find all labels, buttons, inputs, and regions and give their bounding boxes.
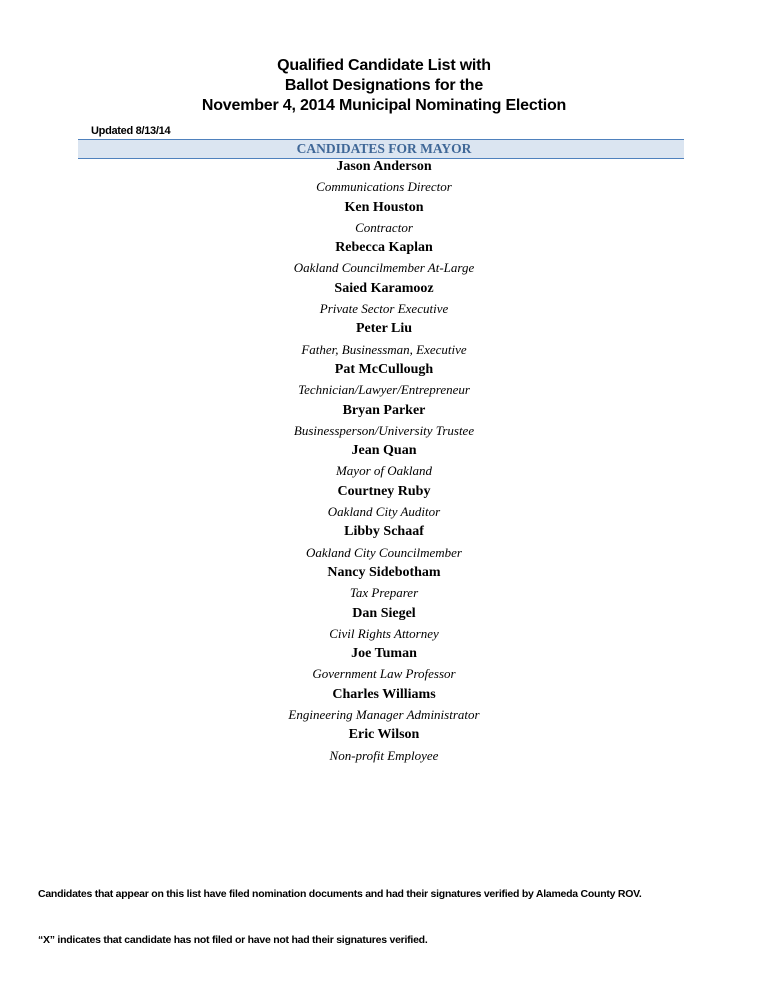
candidate-entry — [0, 401, 768, 442]
candidate-name: Jean Quan — [351, 443, 417, 459]
candidate-list — [0, 157, 768, 766]
candidate-entry — [0, 604, 768, 645]
section-header-band — [78, 139, 684, 159]
candidate-name: Bryan Parker — [342, 402, 426, 418]
candidate-name: Eric Wilson — [348, 727, 420, 743]
ballot-designation: Oakland City Councilmember — [306, 544, 462, 560]
ballot-designation: Contractor — [355, 219, 413, 235]
candidate-name: Rebecca Kaplan — [335, 240, 433, 256]
document-title-line-1: Qualified Candidate List with — [277, 57, 491, 74]
candidate-name: Pat McCullough — [334, 361, 434, 377]
updated-date: Updated 8/13/14 — [91, 125, 171, 137]
candidate-entry — [0, 238, 768, 279]
ballot-designation: Government Law Professor — [312, 666, 456, 682]
candidate-entry — [0, 441, 768, 482]
ballot-designation: Communications Director — [316, 179, 452, 195]
section-heading: CANDIDATES FOR MAYOR — [296, 141, 472, 156]
candidate-name: Courtney Ruby — [337, 483, 431, 499]
candidate-entry — [0, 725, 768, 766]
candidate-name: Libby Schaaf — [344, 524, 424, 540]
candidate-name: Ken Houston — [344, 199, 424, 215]
candidate-name: Charles Williams — [332, 686, 436, 702]
ballot-designation: Oakland Councilmember At-Large — [293, 260, 475, 276]
candidate-name: Jason Anderson — [336, 159, 432, 174]
ballot-designation: Father, Businessman, Executive — [301, 341, 467, 357]
ballot-designation: Engineering Manager Administrator — [288, 707, 480, 723]
ballot-designation: Tax Preparer — [349, 585, 419, 601]
candidate-entry — [0, 644, 768, 685]
ballot-designation: Mayor of Oakland — [335, 463, 433, 479]
candidate-name: Joe Tuman — [351, 646, 417, 662]
ballot-designation: Private Sector Executive — [319, 301, 449, 317]
candidate-entry — [0, 360, 768, 401]
candidate-name: Saied Karamooz — [334, 280, 434, 296]
ballot-designation: Non-profit Employee — [329, 747, 439, 763]
candidate-entry — [0, 685, 768, 726]
candidate-name: Peter Liu — [355, 321, 413, 337]
candidate-entry — [0, 198, 768, 239]
ballot-designation: Civil Rights Attorney — [329, 625, 439, 641]
document-title-line-2: Ballot Designations for the — [284, 77, 484, 94]
candidate-entry — [0, 157, 768, 198]
candidate-entry — [0, 482, 768, 523]
document-title-line-3: November 4, 2014 Municipal Nominating Election — [201, 97, 567, 114]
ballot-designation: Oakland City Auditor — [327, 504, 441, 520]
footer-note-filed: Candidates that appear on this list have filed nomination documents and had their signatures verified by Alameda County ROV. — [38, 888, 642, 900]
candidate-name: Dan Siegel — [352, 605, 416, 621]
ballot-designation: Businessperson/University Trustee — [293, 422, 475, 438]
footer-note-x: “X” indicates that candidate has not filed or have not had their signatures verified. — [38, 934, 428, 946]
candidate-entry — [0, 522, 768, 563]
candidate-name: Nancy Sidebotham — [327, 564, 441, 580]
candidate-entry — [0, 279, 768, 320]
candidate-entry — [0, 563, 768, 604]
candidate-entry — [0, 319, 768, 360]
ballot-designation: Technician/Lawyer/Entrepreneur — [298, 382, 470, 398]
